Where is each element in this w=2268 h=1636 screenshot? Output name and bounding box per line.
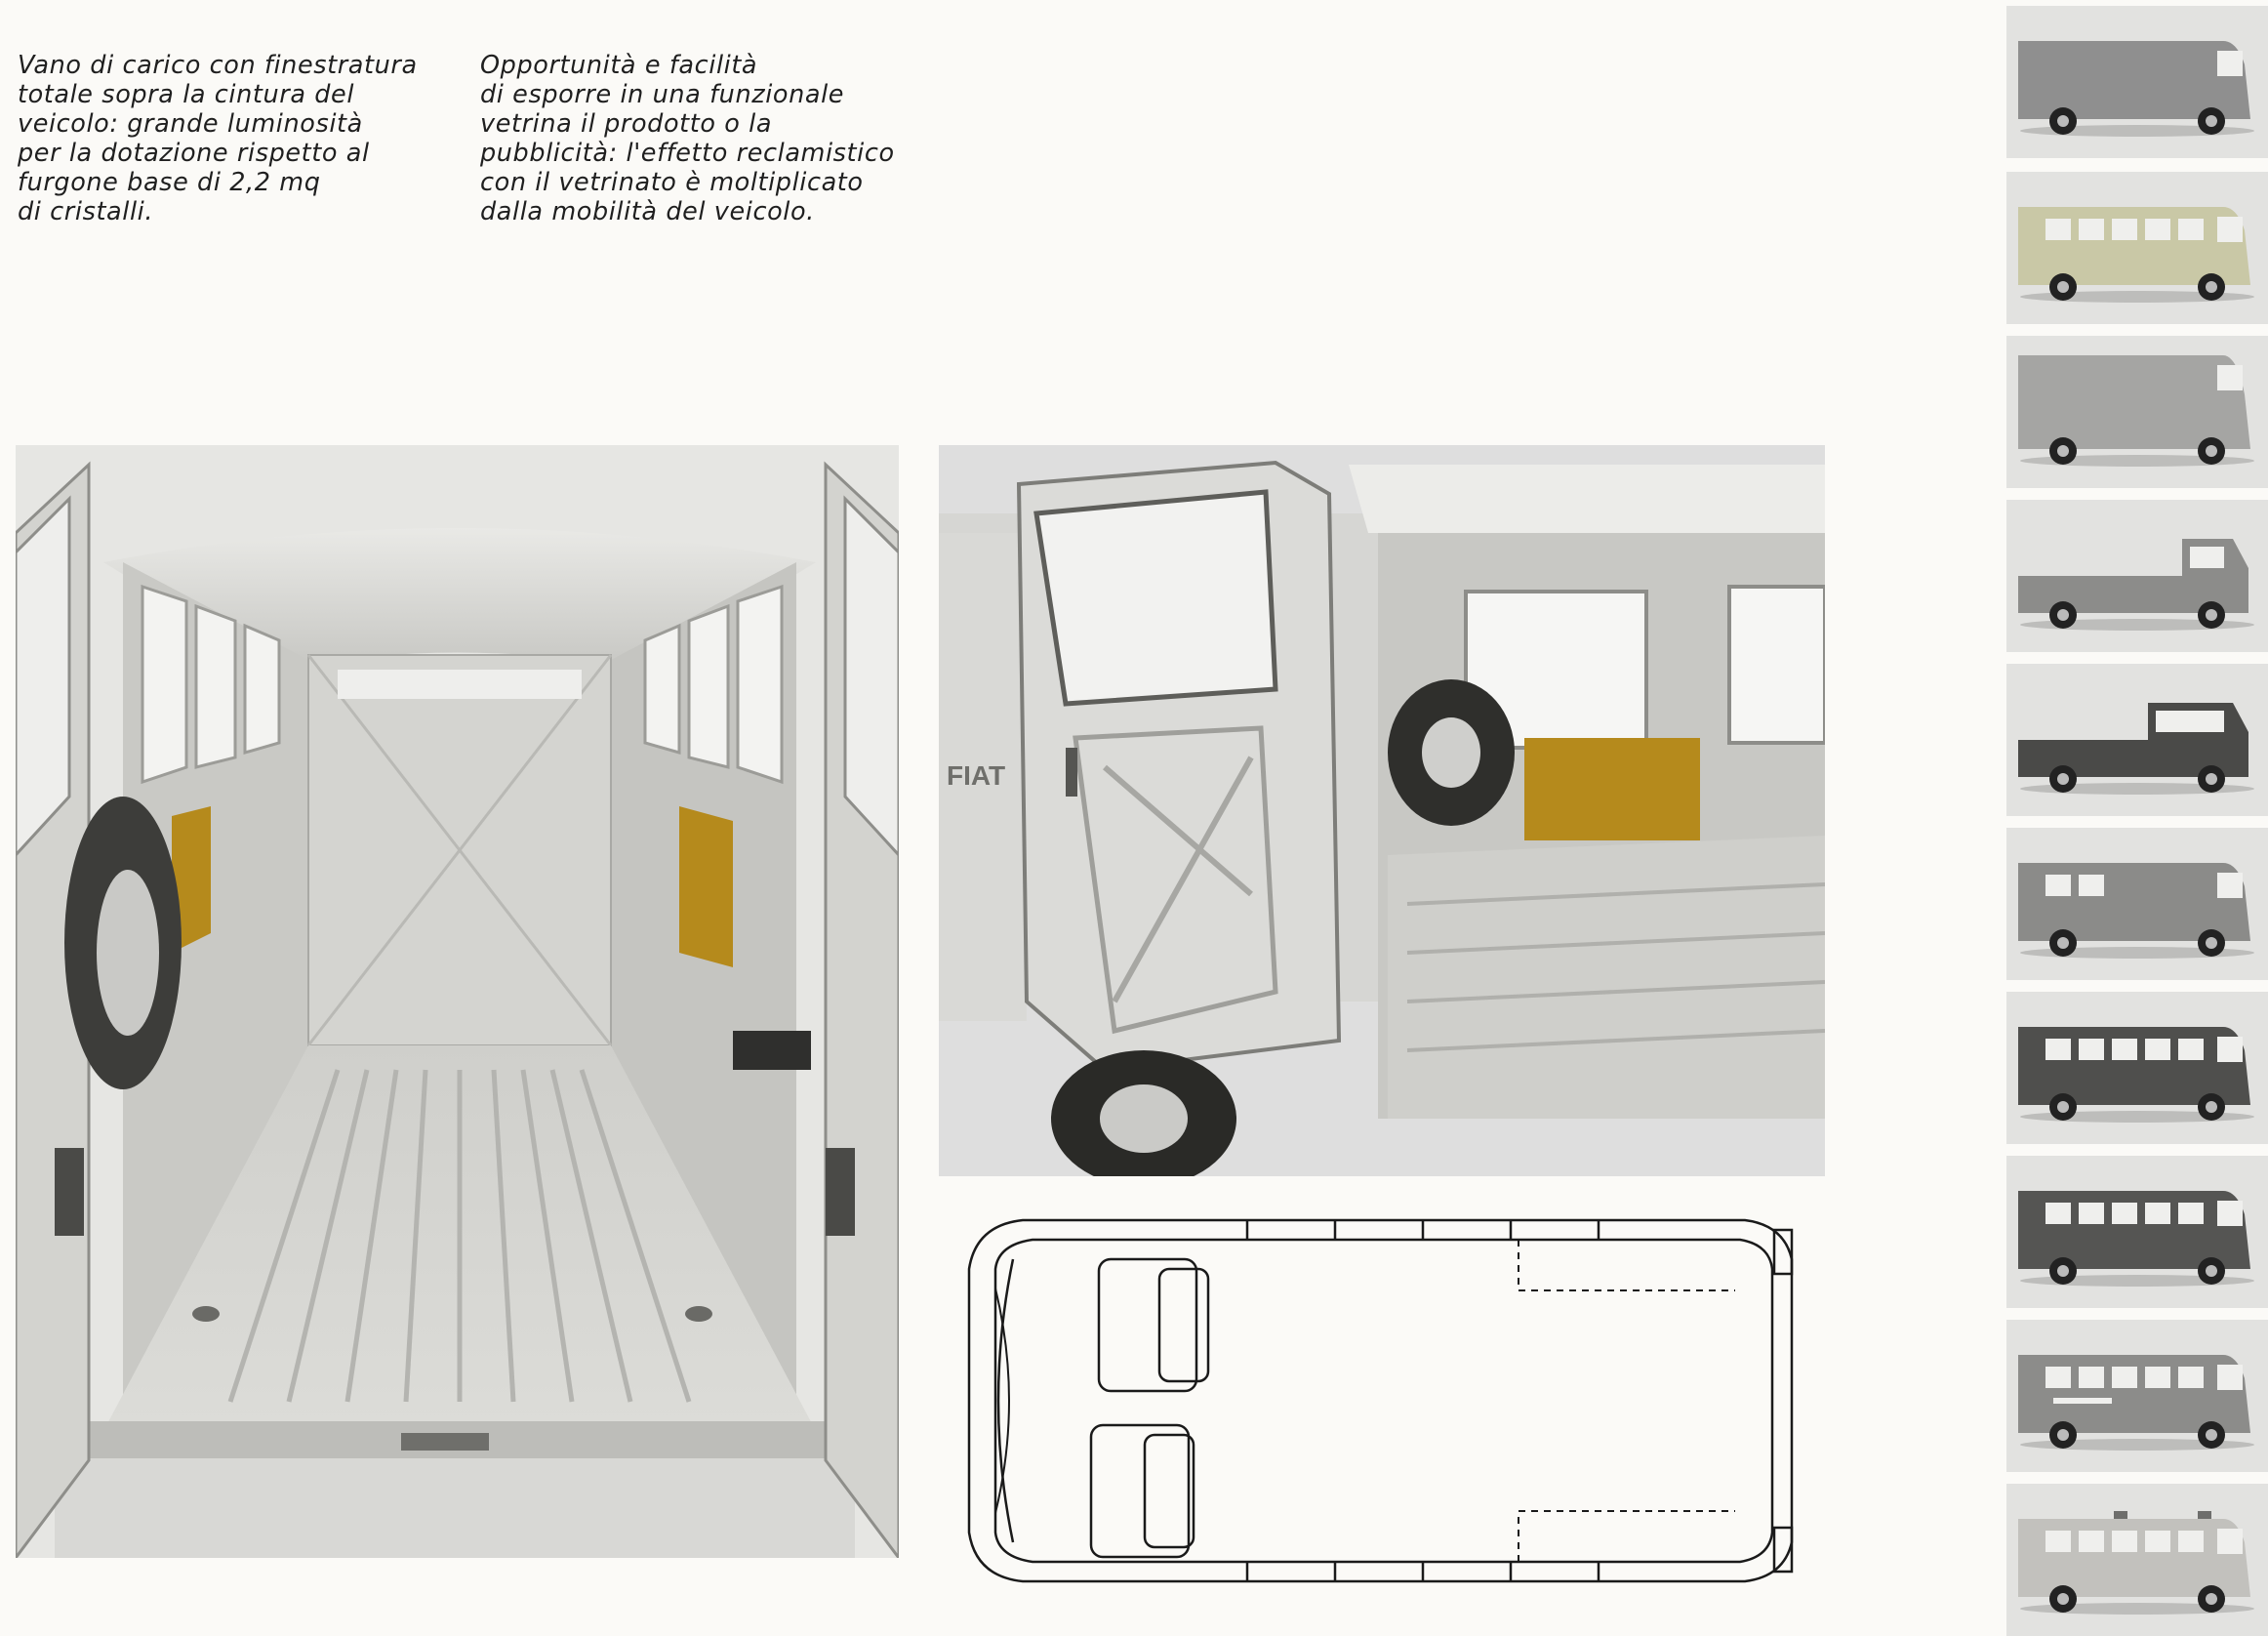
model-thumbnail-minibus <box>2006 992 2268 1144</box>
model-thumbnail-van-rear-windows <box>2006 828 2268 980</box>
model-thumbnail-high-roof-van <box>2006 336 2268 488</box>
caption-line: Opportunità e facilità <box>480 51 758 80</box>
caption-line: Vano di carico con finestratura <box>18 51 418 80</box>
caption-line: di esporre in una funzionale <box>480 80 845 109</box>
side-door-photo <box>939 445 1825 1176</box>
caption-line: vetrina il prodotto o la <box>480 109 773 139</box>
model-thumbnail-bus-window-row <box>2006 1156 2268 1308</box>
caption-line: con il vetrinato è moltiplicato <box>480 168 864 197</box>
fiat-badge: FIAT <box>947 760 1006 791</box>
caption-line: dalla mobilità del veicolo. <box>480 197 815 226</box>
model-thumbnail-van <box>2006 6 2268 158</box>
caption-line: per la dotazione rispetto al <box>18 139 370 168</box>
floor-plan-drawing <box>954 1201 1813 1601</box>
model-thumbnail-pickup <box>2006 500 2268 652</box>
caption-line: pubblicità: l'effetto reclamistico <box>480 139 895 168</box>
caption-right <box>480 51 895 226</box>
caption-line: veicolo: grande luminosità <box>18 109 363 139</box>
caption-line: di cristalli. <box>18 197 154 226</box>
model-thumbnail-minibus-lettered <box>2006 1320 2268 1472</box>
model-thumbnail-strip <box>2006 0 2268 1614</box>
model-thumbnail-windowed-van <box>2006 172 2268 324</box>
cargo-bay-photo <box>16 445 899 1558</box>
model-thumbnail-crew-cab-pickup <box>2006 664 2268 816</box>
caption-left <box>18 51 418 226</box>
caption-line: furgone base di 2,2 mq <box>18 168 321 197</box>
caption-line: totale sopra la cintura del <box>18 80 355 109</box>
